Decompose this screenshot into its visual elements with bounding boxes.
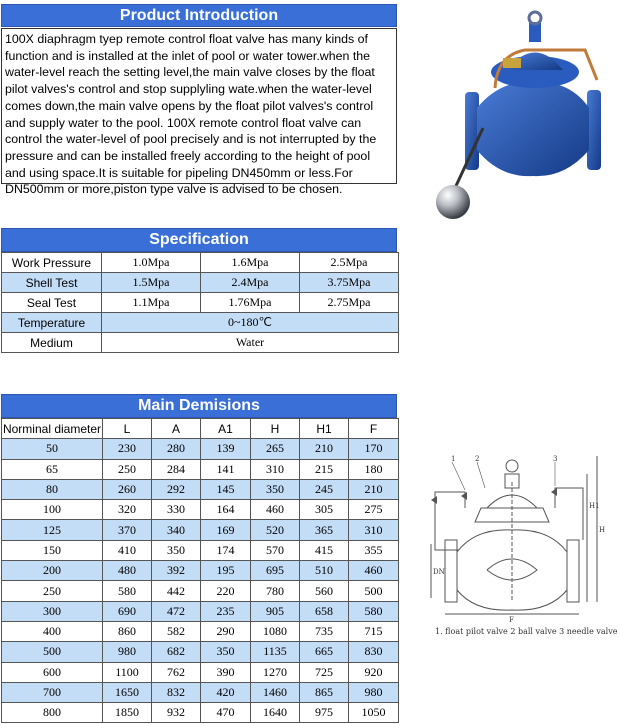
spec-row [2, 293, 399, 313]
dims-value-cell: 415 [300, 540, 349, 560]
spec-label: Medium [2, 333, 102, 353]
dims-value-cell: 1850 [103, 703, 152, 723]
dims-value-cell: 170 [349, 439, 399, 459]
dims-row [2, 540, 399, 560]
dims-diameter-cell: 125 [2, 520, 103, 540]
dims-value-cell: 290 [201, 621, 251, 641]
dims-value-cell: 370 [103, 520, 152, 540]
dims-diameter-cell: 700 [2, 682, 103, 702]
spec-value: 1.1Mpa [102, 293, 201, 313]
spec-value: 1.5Mpa [102, 273, 201, 293]
dims-header: A1 [201, 419, 251, 439]
spec-value: 0~180℃ [102, 313, 399, 333]
dims-value-cell: 500 [349, 581, 399, 601]
dims-value-cell: 1135 [251, 642, 300, 662]
dims-header: L [103, 419, 152, 439]
dims-value-cell: 690 [103, 601, 152, 621]
dims-value-cell: 580 [349, 601, 399, 621]
spec-value: 3.75Mpa [300, 273, 399, 293]
dims-value-cell: 762 [152, 662, 201, 682]
dims-value-cell: 284 [152, 459, 201, 479]
dims-value-cell: 830 [349, 642, 399, 662]
dims-value-cell: 658 [300, 601, 349, 621]
dims-value-cell: 932 [152, 703, 201, 723]
dims-row [2, 601, 399, 621]
dims-diameter-cell: 50 [2, 439, 103, 459]
dims-diameter-cell: 65 [2, 459, 103, 479]
dims-value-cell: 780 [251, 581, 300, 601]
dims-value-cell: 355 [349, 540, 399, 560]
spec-label: Seal Test [2, 293, 102, 313]
valve-drawing [425, 452, 615, 624]
spec-value: 1.6Mpa [201, 253, 300, 273]
dims-value-cell: 280 [152, 439, 201, 459]
dim-label-f: F [509, 616, 514, 624]
dims-diameter-cell: 100 [2, 500, 103, 520]
dims-diameter-cell: 200 [2, 561, 103, 581]
dims-value-cell: 980 [349, 682, 399, 702]
spec-row [2, 333, 399, 353]
callout-1: 1 [451, 455, 456, 463]
dims-value-cell: 220 [201, 581, 251, 601]
dims-header: H [251, 419, 300, 439]
dims-value-cell: 230 [103, 439, 152, 459]
dims-value-cell: 310 [349, 520, 399, 540]
spec-row [2, 273, 399, 293]
spec-label: Shell Test [2, 273, 102, 293]
spec-value: 2.4Mpa [201, 273, 300, 293]
dims-value-cell: 1080 [251, 621, 300, 641]
dims-value-cell: 350 [152, 540, 201, 560]
dims-row [2, 581, 399, 601]
dims-value-cell: 210 [300, 439, 349, 459]
dims-diameter-cell: 150 [2, 540, 103, 560]
spec-value: Water [102, 333, 399, 353]
drawing-caption: 1. float pilot valve 2 ball valve 3 needle valve [435, 627, 618, 636]
dims-value-cell: 410 [103, 540, 152, 560]
dims-value-cell: 365 [300, 520, 349, 540]
spec-value: 2.75Mpa [300, 293, 399, 313]
dims-value-cell: 472 [152, 601, 201, 621]
dims-row [2, 439, 399, 459]
dims-value-cell: 180 [349, 459, 399, 479]
dim-label-h: H [599, 526, 606, 534]
spec-label: Work Pressure [2, 253, 102, 273]
dims-diameter-cell: 800 [2, 703, 103, 723]
spec-row [2, 253, 399, 273]
dims-value-cell: 560 [300, 581, 349, 601]
dims-value-cell: 260 [103, 479, 152, 499]
dims-title: Main Demisions [1, 394, 397, 418]
dims-value-cell: 350 [201, 642, 251, 662]
callout-2: 2 [475, 455, 480, 463]
dims-value-cell: 210 [349, 479, 399, 499]
spec-value: 1.0Mpa [102, 253, 201, 273]
dims-row [2, 479, 399, 499]
dims-row [2, 561, 399, 581]
dims-value-cell: 392 [152, 561, 201, 581]
dims-diameter-cell: 600 [2, 662, 103, 682]
dims-value-cell: 145 [201, 479, 251, 499]
dims-value-cell: 305 [300, 500, 349, 520]
dims-value-cell: 169 [201, 520, 251, 540]
dims-value-cell: 292 [152, 479, 201, 499]
dims-value-cell: 250 [103, 459, 152, 479]
dims-value-cell: 920 [349, 662, 399, 682]
dims-value-cell: 350 [251, 479, 300, 499]
dims-diameter-cell: 500 [2, 642, 103, 662]
spec-title: Specification [1, 228, 397, 252]
dims-header: F [349, 419, 399, 439]
dims-row [2, 459, 399, 479]
intro-title: Product Introduction [1, 4, 397, 27]
dims-value-cell: 1270 [251, 662, 300, 682]
dims-value-cell: 715 [349, 621, 399, 641]
dims-value-cell: 832 [152, 682, 201, 702]
spec-table [1, 252, 399, 353]
spec-row [2, 313, 399, 333]
dims-value-cell: 682 [152, 642, 201, 662]
dims-header: Norminal diameter [2, 419, 103, 439]
dims-row [2, 642, 399, 662]
dims-diameter-cell: 300 [2, 601, 103, 621]
dims-row [2, 662, 399, 682]
dims-value-cell: 141 [201, 459, 251, 479]
dims-value-cell: 340 [152, 520, 201, 540]
dims-row [2, 703, 399, 723]
dims-value-cell: 420 [201, 682, 251, 702]
dims-value-cell: 665 [300, 642, 349, 662]
dims-value-cell: 1640 [251, 703, 300, 723]
dims-row [2, 682, 399, 702]
dims-value-cell: 1460 [251, 682, 300, 702]
dims-value-cell: 582 [152, 621, 201, 641]
dims-value-cell: 510 [300, 561, 349, 581]
dims-value-cell: 725 [300, 662, 349, 682]
dims-value-cell: 470 [201, 703, 251, 723]
dims-value-cell: 735 [300, 621, 349, 641]
intro-text: 100X diaphragm tyep remote control float valve has many kinds of function and is installed at the inlet of pool or water tower.when the water-level reach the setting level,the main valve closes by the float pilot valves's control and stop supplyling wate.when the water-level comes down,the main valve opens by the float pilot valves's control and supply water to the pool. 100X remote control float valve can control the water-level of pool precisely and is not interrupted by the pressure and can be installed freely according to the height of pool and using space.It is suitable for pipeling DN450mm or less.For DN500mm or more,piston type valve is advised to be chosen. [1, 28, 397, 184]
dims-row [2, 500, 399, 520]
dims-value-cell: 460 [349, 561, 399, 581]
dims-value-cell: 320 [103, 500, 152, 520]
dim-label-h1: H1 [589, 502, 600, 510]
dims-value-cell: 905 [251, 601, 300, 621]
dims-diameter-cell: 250 [2, 581, 103, 601]
valve-photo [425, 10, 615, 220]
dims-value-cell: 330 [152, 500, 201, 520]
dim-label-dn: DN [433, 568, 445, 576]
dims-value-cell: 1100 [103, 662, 152, 682]
dims-value-cell: 195 [201, 561, 251, 581]
dims-diameter-cell: 80 [2, 479, 103, 499]
dims-value-cell: 1650 [103, 682, 152, 702]
dims-header-row [2, 419, 399, 439]
dims-value-cell: 215 [300, 459, 349, 479]
dims-value-cell: 275 [349, 500, 399, 520]
dims-header: H1 [300, 419, 349, 439]
dims-value-cell: 235 [201, 601, 251, 621]
dims-value-cell: 980 [103, 642, 152, 662]
dims-value-cell: 265 [251, 439, 300, 459]
dims-row [2, 621, 399, 641]
dims-value-cell: 1050 [349, 703, 399, 723]
dims-header: A [152, 419, 201, 439]
dims-value-cell: 139 [201, 439, 251, 459]
spec-value: 1.76Mpa [201, 293, 300, 313]
dims-table [1, 418, 399, 723]
dims-row [2, 520, 399, 540]
dims-value-cell: 570 [251, 540, 300, 560]
dims-value-cell: 975 [300, 703, 349, 723]
dims-value-cell: 245 [300, 479, 349, 499]
dims-value-cell: 860 [103, 621, 152, 641]
callout-3: 3 [553, 455, 558, 463]
dims-value-cell: 480 [103, 561, 152, 581]
dims-value-cell: 390 [201, 662, 251, 682]
spec-label: Temperature [2, 313, 102, 333]
dims-value-cell: 580 [103, 581, 152, 601]
dims-value-cell: 695 [251, 561, 300, 581]
dims-value-cell: 164 [201, 500, 251, 520]
dims-value-cell: 520 [251, 520, 300, 540]
dims-value-cell: 460 [251, 500, 300, 520]
dims-value-cell: 442 [152, 581, 201, 601]
dims-value-cell: 174 [201, 540, 251, 560]
dims-diameter-cell: 400 [2, 621, 103, 641]
dims-value-cell: 865 [300, 682, 349, 702]
spec-value: 2.5Mpa [300, 253, 399, 273]
dims-value-cell: 310 [251, 459, 300, 479]
